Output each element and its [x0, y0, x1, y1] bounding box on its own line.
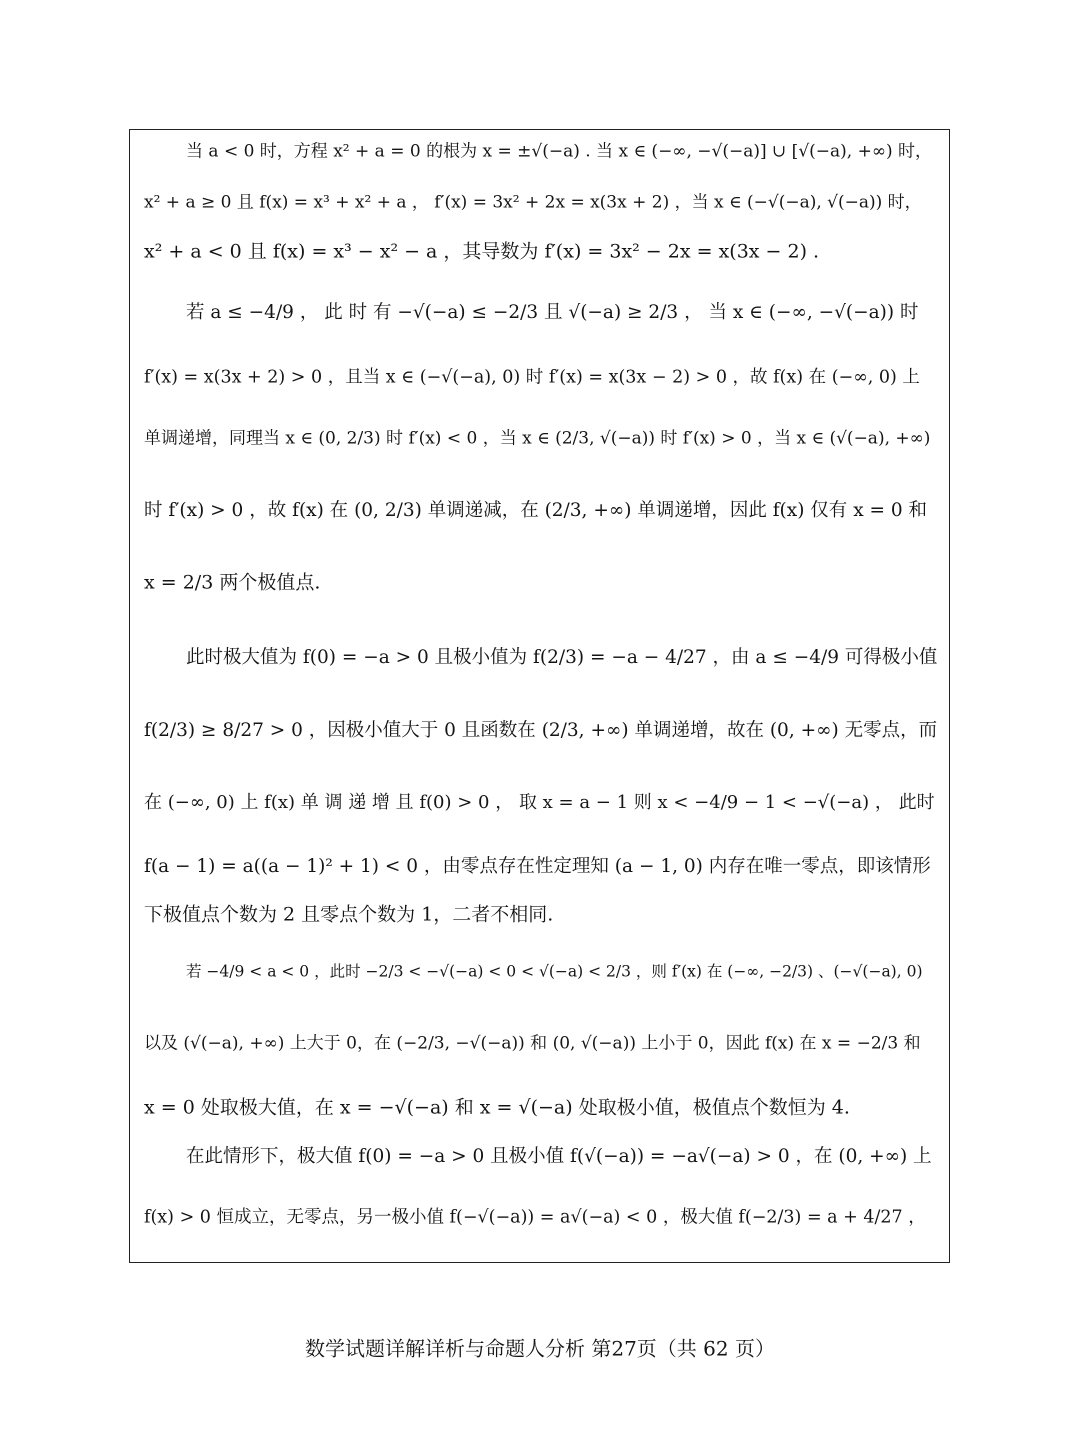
text-line: 下极值点个数为 2 且零点个数为 1，二者不相同. [144, 903, 554, 926]
text-line: f(2/3) ≥ 8/27 > 0 ，因极小值大于 0 且函数在 (2/3, +∞) 单调递增，故在 (0, +∞) 无零点，而 [144, 719, 938, 741]
page-footer: 数学试题详解详析与命题人分析 第27页（共 62 页） [305, 1336, 775, 1361]
text-line: f(x) > 0 恒成立，无零点，另一极小值 f(−√(−a)) = a√(−a) < 0 ，极大值 f(−2/3) = a + 4/27 ， [144, 1207, 926, 1228]
text-line: f′(x) = x(3x + 2) > 0 ，且当 x ∈ (−√(−a), 0) 时 f′(x) = x(3x − 2) > 0 ，故 f(x) 在 (−∞, 0) 上 [144, 367, 920, 388]
text-line: 在此情形下，极大值 f(0) = −a > 0 且极小值 f(√(−a)) = −a√(−a) > 0 ，在 (0, +∞) 上 [186, 1145, 932, 1167]
solution-box [129, 129, 950, 1263]
text-line: f(a − 1) = a((a − 1)² + 1) < 0 ，由零点存在性定理知 (a − 1, 0) 内存在唯一零点，即该情形 [144, 855, 931, 877]
text-line: 当 a < 0 时，方程 x² + a = 0 的根为 x = ±√(−a) . 当 x ∈ (−∞, −√(−a)] ∪ [√(−a), +∞) 时， [186, 141, 933, 162]
text-line: 以及 (√(−a), +∞) 上大于 0，在 (−2/3, −√(−a)) 和 (0, √(−a)) 上小于 0，因此 f(x) 在 x = −2/3 和 [144, 1033, 921, 1054]
text-line: 时 f′(x) > 0 ，故 f(x) 在 (0, 2/3) 单调递减，在 (2/3, +∞) 单调递增，因此 f(x) 仅有 x = 0 和 [144, 499, 928, 521]
text-line: 若 a ≤ −4/9 ， 此 时 有 −√(−a) ≤ −2/3 且 √(−a) ≥ 2/3 ， 当 x ∈ (−∞, −√(−a)) 时 [186, 301, 919, 323]
text-line: x = 2/3 两个极值点. [144, 571, 321, 594]
text-line: 若 −4/9 < a < 0 ，此时 −2/3 < −√(−a) < 0 < √(−a) < 2/3 ，则 f′(x) 在 (−∞, −2/3) 、(−√(−a), 0) [186, 962, 923, 981]
text-line: x² + a < 0 且 f(x) = x³ − x² − a ，其导数为 f′(x) = 3x² − 2x = x(3x − 2) . [144, 240, 820, 263]
text-line: 单调递增，同理当 x ∈ (0, 2/3) 时 f′(x) < 0 ，当 x ∈ (2/3, √(−a)) 时 f′(x) > 0 ，当 x ∈ (√(−a), +∞) [144, 428, 931, 449]
text-line: x = 0 处取极大值，在 x = −√(−a) 和 x = √(−a) 处取极小值，极值点个数恒为 4. [144, 1096, 850, 1119]
text-line: x² + a ≥ 0 且 f(x) = x³ + x² + a ， f′(x) = 3x² + 2x = x(3x + 2) ，当 x ∈ (−√(−a), √(−a)) 时， [144, 192, 922, 213]
text-line: 此时极大值为 f(0) = −a > 0 且极小值为 f(2/3) = −a − 4/27 ，由 a ≤ −4/9 可得极小值 [186, 646, 938, 668]
text-line: 在 (−∞, 0) 上 f(x) 单 调 递 增 且 f(0) > 0 ， 取 x = a − 1 则 x < −4/9 − 1 < −√(−a) ， 此时 [144, 792, 935, 813]
